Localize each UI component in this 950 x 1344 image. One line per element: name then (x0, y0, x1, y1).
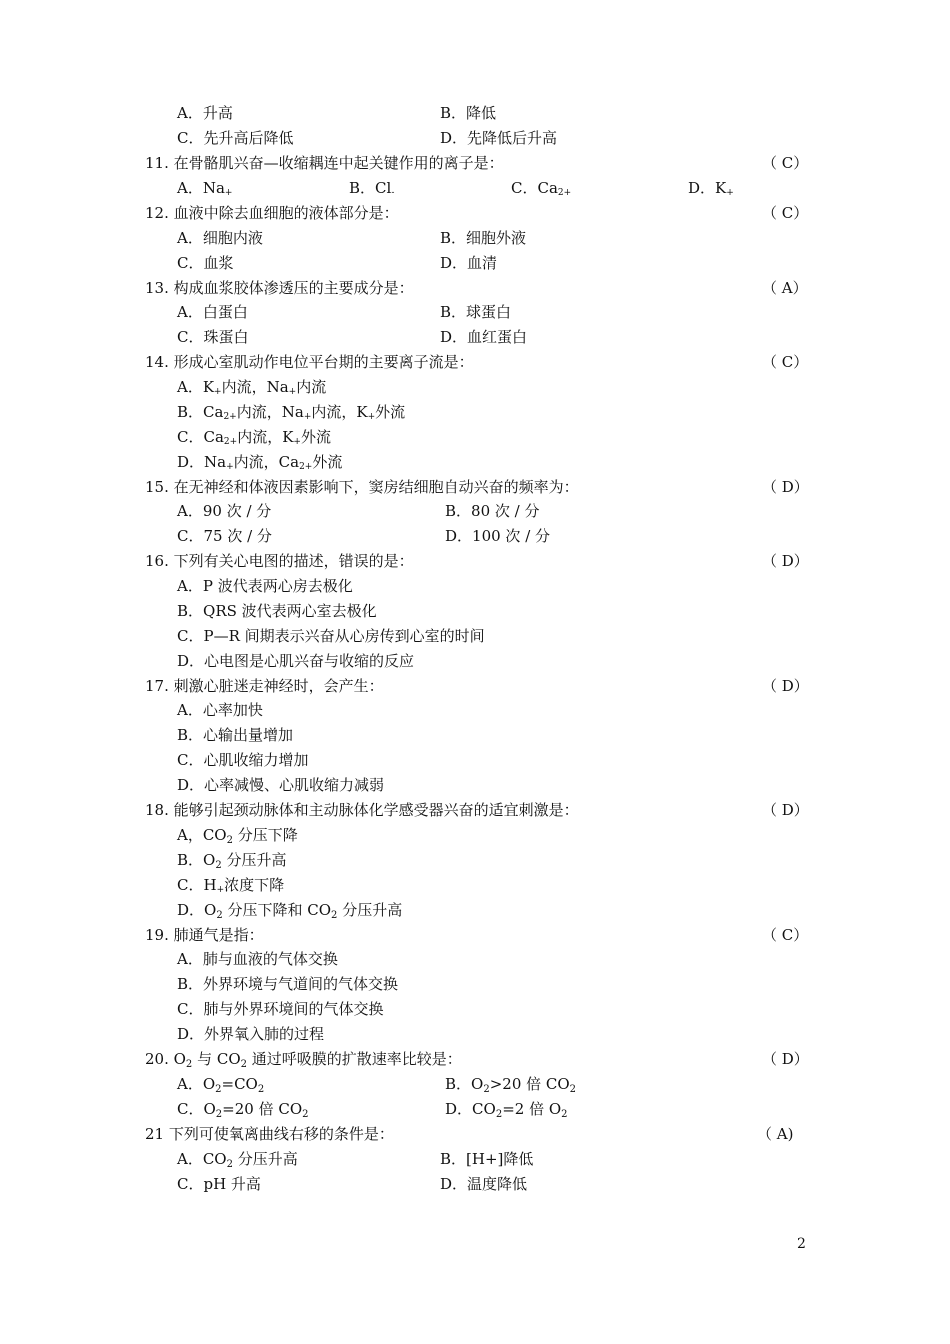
q20-option-c: C．$O_2=20$ 倍 $CO_2$ (177, 1100, 309, 1120)
q20-stem: 20. $O_2$ 与 $CO_2$ 通过呼吸膜的扩散速率比较是： (145, 1050, 462, 1070)
q19-option-c: C．肺与外界环境间的气体交换 (177, 1000, 384, 1018)
q15-option-d: D．100 次 / 分 (445, 527, 551, 545)
q11-option-b: B．Cl- (349, 179, 395, 198)
q21-stem: 21 下列可使氧离曲线右移的条件是： (145, 1125, 394, 1143)
q16-answer: （ D） (762, 552, 809, 570)
q18-option-a: A，$CO_2$ 分压下降 (177, 826, 298, 846)
q17-answer: （ D） (762, 677, 809, 695)
q12-option-b: B．细胞外液 (440, 229, 527, 247)
q21-answer: （ A) (757, 1125, 794, 1143)
q11-option-a: A．Na+ (177, 179, 233, 198)
q16-stem: 16. 下列有关心电图的描述，错误的是： (145, 552, 414, 570)
q13-option-b: B．球蛋白 (440, 303, 512, 321)
q15-option-a: A．90 次 / 分 (177, 502, 272, 520)
q14-stem: 14. 形成心室肌动作电位平台期的主要离子流是： (145, 353, 474, 371)
q10-option-c: C．先升高后降低 (177, 129, 294, 147)
q12-option-c: C．血浆 (177, 254, 234, 272)
q21-option-a: A．$CO_2$ 分压升高 (177, 1150, 298, 1170)
q15-stem: 15. 在无神经和体液因素影响下，窦房结细胞自动兴奋的频率为： (145, 478, 579, 496)
q18-answer: （ D） (762, 801, 809, 819)
q10-option-a: A．升高 (177, 104, 233, 122)
q15-option-b: B．80 次 / 分 (445, 502, 540, 520)
q19-option-d: D．外界氧入肺的过程 (177, 1025, 325, 1043)
q17-option-d: D．心率减慢、心肌收缩力减弱 (177, 776, 385, 794)
q12-answer: （ C） (762, 204, 809, 222)
q14-option-d: D．Na+内流，$Ca^{2+}$外流 (177, 453, 343, 472)
q12-option-a: A．细胞内液 (177, 229, 263, 247)
q21-option-b: B．[H+]降低 (440, 1150, 534, 1168)
q14-option-c: C．$Ca^{2+}$内流，K+外流 (177, 428, 331, 447)
page-number: 2 (797, 1236, 806, 1252)
q18-option-c: C．H+浓度下降 (177, 876, 285, 895)
q16-option-d: D．心电图是心肌兴奋与收缩的反应 (177, 652, 415, 670)
q11-option-d: D．K+ (688, 179, 734, 198)
q17-option-b: B．心输出量增加 (177, 726, 294, 744)
q12-stem: 12. 血液中除去血细胞的液体部分是： (145, 204, 399, 222)
q11-stem: 11. 在骨骼肌兴奋—收缩耦连中起关键作用的离子是： (145, 154, 504, 172)
q15-option-c: C．75 次 / 分 (177, 527, 272, 545)
q21-option-c: C．pH 升高 (177, 1175, 261, 1193)
q17-option-c: C．心肌收缩力增加 (177, 751, 309, 769)
q20-option-d: D．$CO_2=2$ 倍 $O_2$ (445, 1100, 568, 1120)
q19-answer: （ C） (762, 926, 809, 944)
q10-option-d: D．先降低后升高 (440, 129, 558, 147)
q13-answer: （ A） (762, 279, 808, 297)
q13-option-d: D．血红蛋白 (440, 328, 528, 346)
q17-option-a: A．心率加快 (177, 701, 263, 719)
q10-option-b: B．降低 (440, 104, 497, 122)
q17-stem: 17. 刺激心脏迷走神经时，会产生： (145, 677, 384, 695)
q11-answer: （ C） (762, 154, 809, 172)
q16-option-c: C．P—R 间期表示兴奋从心房传到心室的时间 (177, 627, 485, 645)
q19-option-a: A．肺与血液的气体交换 (177, 950, 338, 968)
q14-option-a: A．K+内流，Na+内流 (177, 378, 327, 397)
q13-option-a: A．白蛋白 (177, 303, 248, 321)
q15-answer: （ D） (762, 478, 809, 496)
q16-option-a: A．P 波代表两心房去极化 (177, 577, 353, 595)
q20-option-a: A．$O_2=CO_2$ (177, 1075, 265, 1095)
q13-stem: 13. 构成血浆胶体渗透压的主要成分是： (145, 279, 414, 297)
q18-option-d: D．$O_2$ 分压下降和 $CO_2$ 分压升高 (177, 901, 403, 921)
q16-option-b: B．QRS 波代表两心室去极化 (177, 602, 377, 620)
q19-option-b: B．外界环境与气道间的气体交换 (177, 975, 399, 993)
q18-stem: 18. 能够引起颈动脉体和主动脉体化学感受器兴奋的适宜刺激是： (145, 801, 579, 819)
q20-option-b: B．$O_2>20$ 倍 $CO_2$ (445, 1075, 577, 1095)
q12-option-d: D．血清 (440, 254, 498, 272)
q21-option-d: D．温度降低 (440, 1175, 528, 1193)
q14-answer: （ C） (762, 353, 809, 371)
q13-option-c: C．珠蛋白 (177, 328, 249, 346)
q18-option-b: B．$O_2$ 分压升高 (177, 851, 287, 871)
q11-option-c: C．$Ca^{2+}$ (511, 179, 572, 198)
q19-stem: 19. 肺通气是指： (145, 926, 264, 944)
q14-option-b: B．$Ca^{2+}$内流，Na+内流，K+外流 (177, 403, 406, 422)
q20-answer: （ D） (762, 1050, 809, 1068)
